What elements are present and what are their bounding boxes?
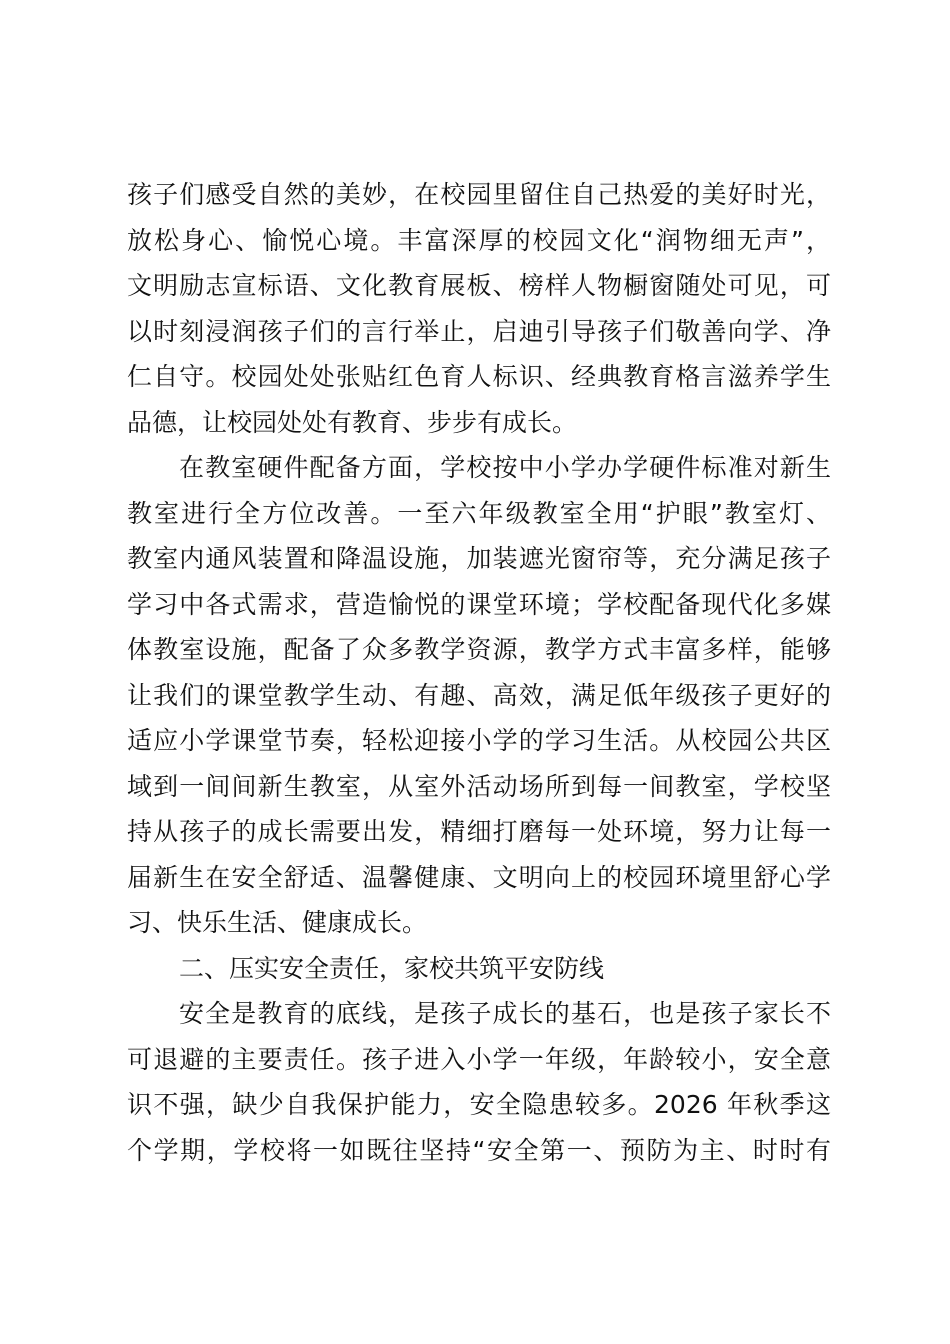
text-line: 习、快乐生活、健康成长。 <box>127 908 428 937</box>
text-line: 品德，让校园处处有教育、步步有成长。 <box>127 407 578 437</box>
text-line: 持从孩子的成长需要出发，精细打磨每一处环境，努力让每一 <box>127 817 831 846</box>
text-line: 孩子们感受自然的美妙，在校园里留住自己热爱的美好时光， <box>127 180 831 209</box>
text-line: 以时刻浸润孩子们的言行举止，启迪引导孩子们敬善向学、净 <box>127 316 831 346</box>
text-line: 文明励志宣标语、文化教育展板、榜样人物橱窗随处可见，可 <box>127 271 831 300</box>
text-line: 在教室硬件配备方面，学校按中小学办学硬件标准对新生 <box>179 453 831 482</box>
text-line: 个学期，学校将一如既往坚持“安全第一、预防为主、时时有 <box>127 1135 831 1165</box>
body-text <box>127 172 831 1173</box>
text-line: 适应小学课堂节奏，轻松迎接小学的学习生活。从校园公共区 <box>127 726 831 755</box>
text-line: 可退避的主要责任。孩子进入小学一年级，年龄较小，安全意 <box>127 1044 831 1074</box>
text-line: 学习中各式需求，营造愉悦的课堂环境；学校配备现代化多媒 <box>127 589 831 619</box>
text-line: 届新生在安全舒适、温馨健康、文明向上的校园环境里舒心学 <box>127 862 831 892</box>
text-line: 仁自守。校园处处张贴红色育人标识、经典教育格言滋养学生 <box>127 362 831 391</box>
text-line: 体教室设施，配备了众多教学资源，教学方式丰富多样，能够 <box>127 635 831 664</box>
text-line: 安全是教育的底线，是孩子成长的基石，也是孩子家长不 <box>179 999 831 1028</box>
text-line: 域到一间间新生教室，从室外活动场所到每一间教室，学校坚 <box>127 771 831 801</box>
text-line: 教室内通风装置和降温设施，加装遮光窗帘等，充分满足孩子 <box>127 544 831 573</box>
text-line: 教室进行全方位改善。一至六年级教室全用“护眼”教室灯、 <box>127 498 831 528</box>
text-line: 放松身心、愉悦心境。丰富深厚的校园文化“润物细无声”， <box>127 225 831 255</box>
text-line: 识不强，缺少自我保护能力，安全隐患较多。2026 年秋季这 <box>127 1090 831 1119</box>
section-heading: 二、压实安全责任，家校共筑平安防线 <box>179 953 605 983</box>
text-line: 让我们的课堂教学生动、有趣、高效，满足低年级孩子更好的 <box>127 680 831 710</box>
